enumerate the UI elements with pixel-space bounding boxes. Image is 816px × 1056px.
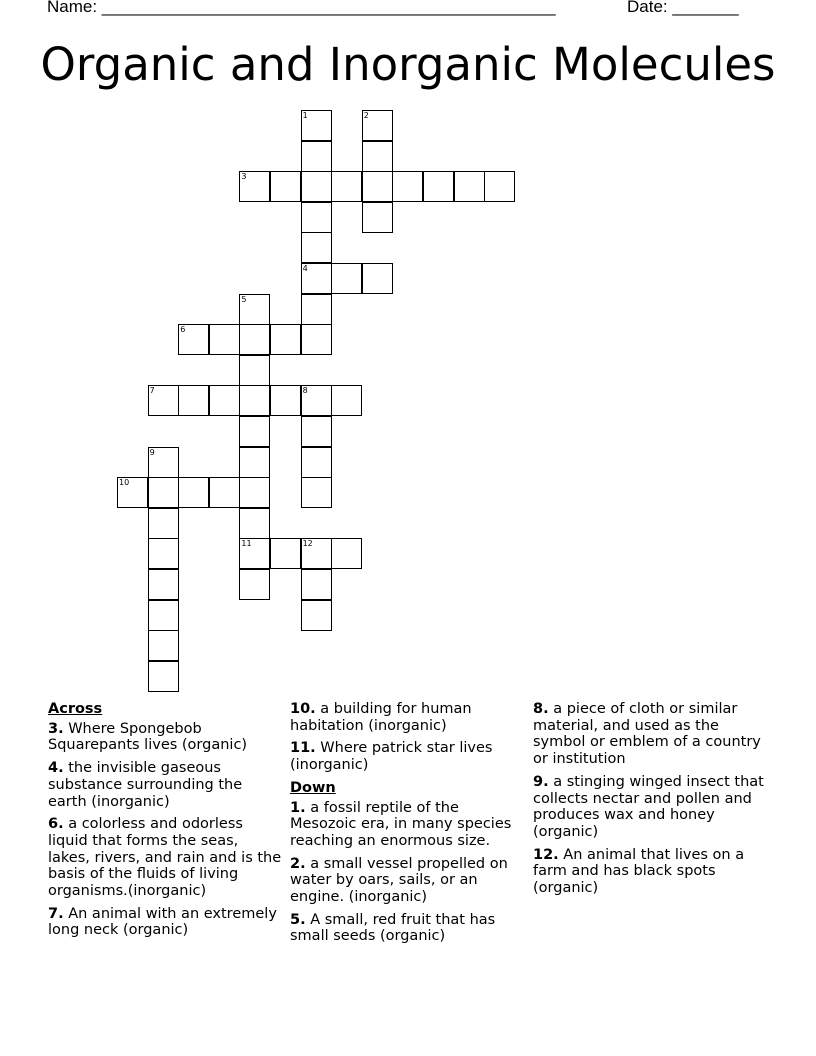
clue-number-label: 1 (302, 111, 308, 120)
crossword-cell[interactable] (239, 171, 270, 202)
clue-number-label: 11 (241, 539, 252, 549)
crossword-cell[interactable] (239, 324, 270, 355)
clue-across-4: 4. the invisible gaseous substance surrounding the earth (inorganic) (48, 760, 243, 810)
clue-number-label: 6 (180, 325, 186, 335)
crossword-cell[interactable] (454, 171, 485, 202)
crossword-cell[interactable] (331, 385, 362, 416)
crossword-cell[interactable] (239, 416, 270, 447)
down-heading: Down (290, 779, 336, 796)
crossword-cell[interactable] (301, 263, 332, 294)
crossword-cell[interactable] (178, 477, 209, 508)
crossword-cell[interactable] (239, 508, 270, 539)
clue-down-9: 9. a stinging winged insect that collects nectar and pollen and produces wax and honey (organic) (533, 773, 764, 840)
crossword-cell[interactable] (301, 385, 332, 416)
clues-column-1 (48, 701, 283, 945)
crossword-cell[interactable] (239, 538, 270, 569)
crossword-cell[interactable] (301, 569, 332, 600)
clue-number-label: 12 (302, 539, 313, 549)
crossword-cell[interactable] (239, 294, 270, 325)
crossword-cell[interactable] (301, 538, 332, 569)
crossword-cell[interactable] (362, 171, 393, 202)
crossword-cell[interactable] (301, 477, 332, 508)
clues-column-2 (290, 701, 525, 951)
crossword-cell[interactable] (301, 141, 332, 172)
crossword-cell[interactable] (148, 477, 179, 508)
clue-number-label: 4 (302, 264, 308, 273)
crossword-cell[interactable] (301, 110, 332, 141)
clue-number-label: 8 (302, 386, 308, 396)
crossword-cell[interactable] (148, 630, 179, 661)
clue-across-6: 6. a colorless and odorless liquid that forms the seas, lakes, rivers, and rain and is the basis of the fluids of living organisms.(inorganic) (48, 816, 282, 900)
crossword-cell[interactable] (148, 661, 179, 692)
clue-number-label: 2 (363, 111, 369, 120)
crossword-cell[interactable] (392, 171, 423, 202)
crossword-cell[interactable] (270, 324, 301, 355)
clue-number-label: 5 (241, 294, 247, 304)
crossword-cell[interactable] (301, 447, 332, 478)
crossword-cell[interactable] (209, 385, 240, 416)
crossword-cell[interactable] (209, 324, 240, 355)
clue-down-2: 2. a small vessel propelled on water by oars, sails, or an engine. (inorganic) (290, 855, 508, 906)
crossword-cell[interactable] (148, 538, 179, 569)
crossword-cell[interactable] (148, 600, 179, 631)
clue-down-1: 1. a fossil reptile of the Mesozoic era, in many species reaching an enormous size. (290, 799, 512, 849)
crossword-cell[interactable] (148, 447, 179, 478)
crossword-cell[interactable] (331, 263, 362, 294)
name-field[interactable]: Name: ________________________________________________ (47, 0, 556, 16)
crossword-cell[interactable] (239, 385, 270, 416)
clue-down-8: 8. a piece of cloth or similar material, and used as the symbol or emblem of a country or institution (533, 701, 761, 768)
crossword-cell[interactable] (301, 294, 332, 325)
crossword-cell[interactable] (209, 477, 240, 508)
clue-down-12: 12. An animal that lives on a farm and has black spots (organic) (533, 846, 745, 897)
clue-down-5: 5. A small, red fruit that has small seeds (organic) (290, 911, 496, 945)
crossword-cell[interactable] (331, 538, 362, 569)
crossword-cell[interactable] (117, 477, 148, 508)
clue-across-7: 7. An animal with an extremely long neck (organic) (48, 905, 277, 939)
clue-number-label: 10 (119, 478, 130, 488)
crossword-cell[interactable] (301, 232, 332, 263)
clue-across-11: 11. Where patrick star lives (inorganic) (290, 740, 493, 774)
crossword-cell[interactable] (362, 263, 393, 294)
crossword-cell[interactable] (270, 385, 301, 416)
crossword-cell[interactable] (270, 171, 301, 202)
clue-number-label: 3 (241, 172, 247, 182)
crossword-cell[interactable] (423, 171, 454, 202)
page-title: Organic and Inorganic Molecules (40, 38, 776, 91)
crossword-cell[interactable] (178, 385, 209, 416)
across-heading: Across (48, 701, 103, 717)
clue-across-10: 10. a building for human habitation (inorganic) (290, 701, 472, 734)
clue-across-3: 3. Where Spongebob Squarepants lives (organic) (48, 720, 248, 754)
crossword-cell[interactable] (239, 477, 270, 508)
crossword-cell[interactable] (331, 171, 362, 202)
date-field[interactable]: Date: _______ (627, 0, 739, 16)
clues-column-3 (533, 701, 768, 903)
crossword-cell[interactable] (301, 324, 332, 355)
clue-number-label: 7 (149, 386, 155, 396)
crossword-cell[interactable] (239, 355, 270, 386)
crossword-cell[interactable] (301, 600, 332, 631)
crossword-cell[interactable] (484, 171, 515, 202)
crossword-cell[interactable] (239, 569, 270, 600)
crossword-cell[interactable] (301, 202, 332, 233)
crossword-cell[interactable] (301, 416, 332, 447)
crossword-cell[interactable] (362, 110, 393, 141)
crossword-cell[interactable] (239, 447, 270, 478)
crossword-cell[interactable] (148, 569, 179, 600)
clue-number-label: 9 (149, 447, 155, 457)
crossword-cell[interactable] (148, 508, 179, 539)
crossword-cell[interactable] (362, 141, 393, 172)
crossword-cell[interactable] (270, 538, 301, 569)
crossword-cell[interactable] (301, 171, 332, 202)
crossword-cell[interactable] (178, 324, 209, 355)
crossword-cell[interactable] (362, 202, 393, 233)
crossword-cell[interactable] (148, 385, 179, 416)
